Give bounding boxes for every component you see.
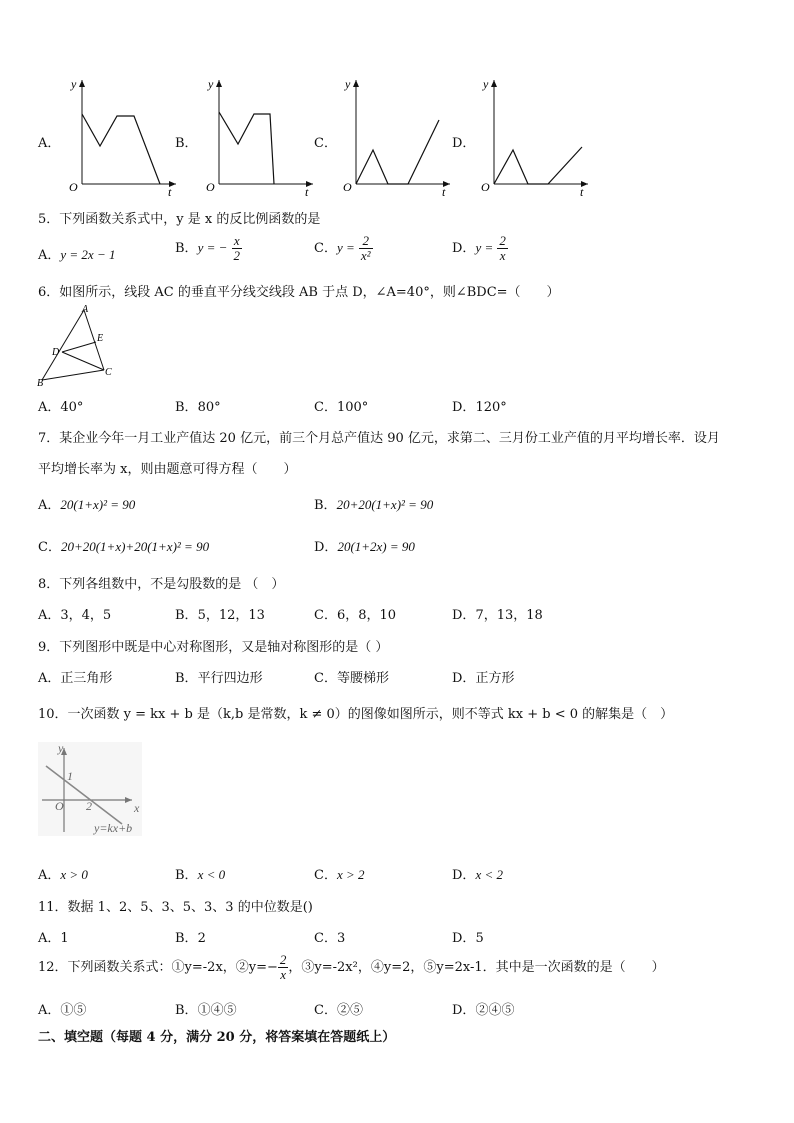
q11-option-c: C．3 [314, 931, 346, 946]
q9-option-a: A．正三角形 [38, 671, 113, 686]
q9-option-c: C．等腰梯形 [314, 671, 389, 686]
svg-text:E: E [97, 333, 104, 344]
q4-graph-c [336, 74, 454, 200]
q6-triangle-figure [36, 302, 126, 392]
q4a-origin-label: O [69, 180, 78, 194]
q4-graph-d [474, 74, 592, 200]
q4c-y-label: y [345, 77, 351, 91]
q4-graph-a [62, 74, 180, 200]
q8-option-a: A．3，4，5 [38, 608, 112, 623]
q12-option-c: C．②⑤ [314, 1003, 363, 1018]
q9-option-b: B．平行四边形 [175, 671, 263, 686]
fraction: $\frac{2}{x}$ [279, 952, 287, 982]
q5-option-d: D．y = $\frac{2}{x}$ [452, 233, 506, 263]
svg-text:C: C [105, 367, 112, 378]
q7-option-b: B．20+20(1+x)² = 90 [314, 497, 434, 513]
fraction: $\frac{x}{2}$ [233, 233, 241, 263]
svg-text:O: O [55, 799, 64, 813]
q4a-t-label: t [168, 185, 172, 196]
q4d-y-label: y [483, 77, 489, 91]
q4c-origin-label: O [343, 180, 352, 194]
q4d-t-label: t [580, 185, 584, 196]
fraction: $\frac{2}{\text{x²}}$ [360, 233, 371, 263]
q4d-origin-label: O [481, 180, 490, 194]
q7-option-d: D．20(1+2x) = 90 [314, 539, 415, 555]
q4c-t-label: t [442, 185, 446, 196]
q6-option-b: B．80° [175, 400, 221, 415]
q7-option-c: C．20+20(1+x)+20(1+x)² = 90 [38, 539, 210, 555]
q6-option-d: D．120° [452, 400, 507, 415]
svg-text:x: x [134, 801, 140, 815]
q5-option-c: C．y = $\frac{2}{\text{x²}}$ [314, 233, 371, 263]
q5-stem: 5．下列函数关系式中，y 是 x 的反比例函数的是 [38, 212, 321, 227]
fraction: $\frac{2}{x}$ [499, 233, 506, 263]
q8-option-c: C．6，8，10 [314, 608, 397, 623]
q7-stem-line2: 平均增长率为 x，则由题意可得方程（ ） [38, 462, 297, 477]
svg-text:1: 1 [67, 769, 73, 783]
q4-graph-b [199, 74, 317, 200]
section-2-heading: 二、填空题（每题 4 分，满分 20 分，将答案填在答题纸上） [38, 1030, 396, 1045]
q4b-t-label: t [305, 185, 309, 196]
q4b-origin-label: O [206, 180, 215, 194]
q9-stem: 9．下列图形中既是中心对称图形，又是轴对称图形的是（ ） [38, 640, 389, 655]
svg-text:y=kx+b: y=kx+b [94, 821, 133, 835]
q11-stem: 11．数据 1、2、5、3、5、3、3 的中位数是() [38, 900, 313, 915]
q9-option-d: D．正方形 [452, 671, 515, 686]
svg-text:2: 2 [86, 799, 92, 813]
q8-option-b: B．5，12，13 [175, 608, 265, 623]
svg-text:y: y [58, 742, 64, 755]
q4-option-a-label: A． [38, 136, 61, 151]
q12-stem: 12．下列函数关系式：①y=-2x，②y=− $\frac{2}{x}$ ，③y=-2x²，④y=2，⑤y=2x-1．其中是一次函数的是（ ） [38, 952, 665, 982]
q4b-y-label: y [208, 77, 214, 91]
svg-text:D: D [52, 347, 60, 358]
q12-option-a: A．①⑤ [38, 1003, 87, 1018]
q12-option-b: B．①④⑤ [175, 1003, 237, 1018]
q10-graph [38, 742, 142, 840]
q6-option-a: A．40° [38, 400, 84, 415]
q10-option-b: B．x < 0 [175, 867, 226, 883]
q7-option-a: A．20(1+x)² = 90 [38, 497, 136, 513]
q10-option-a: A．x > 0 [38, 867, 88, 883]
q4-option-d-label: D． [452, 136, 476, 151]
q5-option-a: A．y = 2x − 1 [38, 247, 116, 263]
q10-option-d: D．x < 2 [452, 867, 503, 883]
q10-option-c: C．x > 2 [314, 867, 365, 883]
q11-option-d: D．5 [452, 931, 484, 946]
q8-stem: 8．下列各组数中，不是勾股数的是 （ ） [38, 577, 285, 592]
svg-text:B: B [37, 378, 44, 388]
q11-option-b: B．2 [175, 931, 206, 946]
q10-stem: 10．一次函数 y = kx + b 是（k,b 是常数，k ≠ 0）的图像如图所示，则不等式 kx + b < 0 的解集是（ ） [38, 707, 674, 722]
q8-option-d: D．7，13，18 [452, 608, 543, 623]
q4a-y-label: y [71, 77, 77, 91]
q12-option-d: D．②④⑤ [452, 1003, 515, 1018]
q11-option-a: A．1 [38, 931, 69, 946]
q6-option-c: C．100° [314, 400, 369, 415]
svg-text:A: A [82, 304, 89, 315]
q6-stem: 6．如图所示，线段 AC 的垂直平分线交线段 AB 于点 D，∠A=40°，则∠BDC=（ ） [38, 285, 560, 300]
q4-option-c-label: C． [314, 136, 337, 151]
q7-stem-line1: 7．某企业今年一月工业产值达 20 亿元，前三个月总产值达 90 亿元，求第二、三月份工业产值的月平均增长率．设月 [38, 431, 720, 446]
q4-option-b-label: B． [175, 136, 198, 151]
q5-option-b: B．y = − $\frac{x}{2}$ [175, 233, 241, 263]
